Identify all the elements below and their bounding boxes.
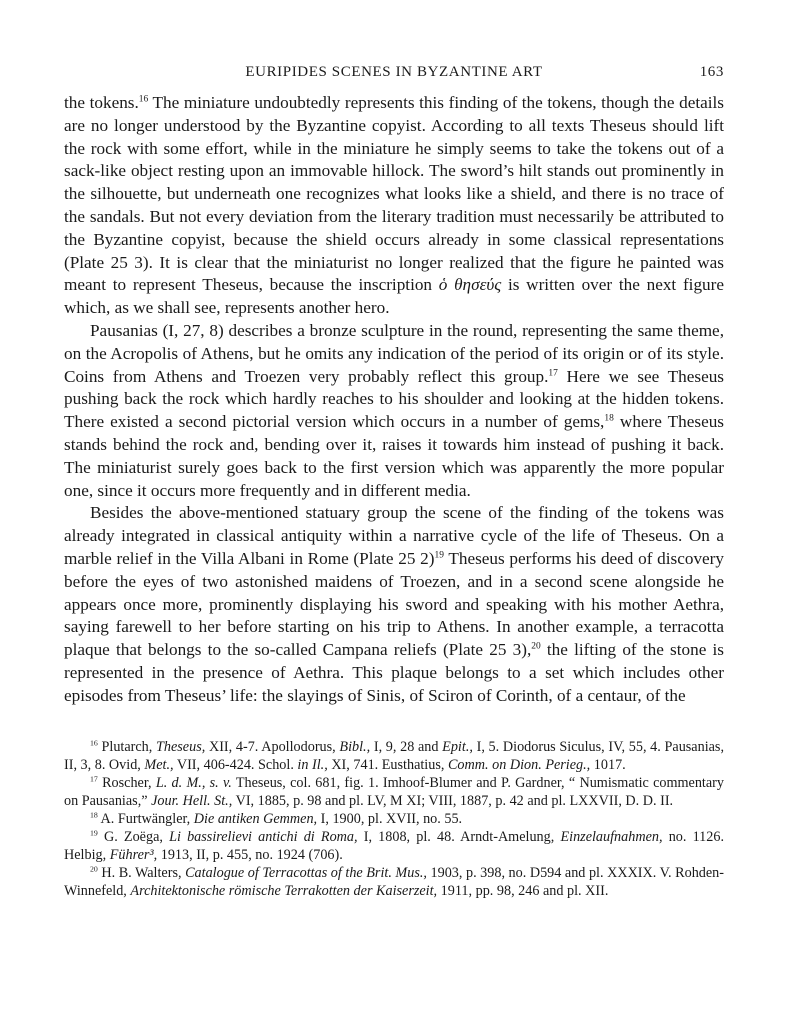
- footnote-marker: 16: [90, 737, 98, 747]
- text-run: I, 5. Diodorus Siculus, IV, 55, 4. Pausanias, II, 3, 8. Ovid,: [64, 738, 725, 773]
- text-run: I, 1900, pl. XVII, no. 55.: [317, 810, 463, 827]
- footnote-marker: 16: [138, 94, 149, 105]
- footnote-17: [64, 774, 724, 810]
- text-run: Theseus performs his deed of discovery before the eyes of two astonished maidens of Troezen, and in a second scene alongside he appears once more, prominently displaying his sword and speaking with his mother Aethra, saying farewell to her before starting on his trip to Athens. In another example, a terracotta plaque that belongs to the so-called Campana reliefs (Plate 25 3),: [64, 548, 724, 660]
- text-run: VI, 1885, p. 98 and pl. LV, M XI; VIII, 1887, p. 42 and pl. LXXVII, D. D. II.: [232, 792, 674, 809]
- text-run: no. 1126. Helbig,: [64, 828, 724, 863]
- text-run: 1911, pp. 98, 246 and pl. XII.: [437, 882, 609, 899]
- text-run: 1017.: [590, 756, 626, 773]
- text-run: is written over the next figure which, as we shall see, represents another hero.: [64, 275, 724, 318]
- footnote-marker: 17: [90, 773, 98, 783]
- body-text: [64, 92, 724, 708]
- footnote-marker: 18: [604, 413, 614, 424]
- text-run: Roscher,: [97, 774, 156, 791]
- text-run: G. Zoëga,: [97, 828, 170, 845]
- footnote-20: [64, 864, 724, 900]
- footnote-marker: 19: [434, 550, 444, 561]
- italic-text: Li bassirelievi antichi di Roma,: [169, 828, 358, 845]
- italic-text: ὁ θησεύς: [438, 275, 502, 295]
- text-run: the lifting of the stone is represented in the presence of Aethra. This plaque belongs to a set which includes other episodes from Theseus’ life: the slayings of Sinis, of Sciron of Corinth, of a centaur, of the: [64, 640, 724, 705]
- footnote-marker: 19: [90, 827, 98, 837]
- text-run: The miniature undoubtedly represents this finding of the tokens, though the details are no longer understood by the Byzantine copyist. According to all texts Theseus should lift the rock with some effort, while in the miniature he simply seems to take the tokens out of a sack-like object resting upon an immovable hillock. The sword’s hilt stands out prominently in the silhouette, but underneath one recognizes what looks like a shield, and there is no trace of the sandals. But not every deviation from the literary tradition must necessarily be attributed to the Byzantine copyist, because the shield occurs already in some classical representations (Plate 25 3). It is clear that the miniaturist no longer realized that the figure he painted was meant to represent Theseus, because the inscription: [64, 93, 724, 295]
- italic-text: Architektonische römische Terrakotten der Kaiserzeit,: [130, 882, 438, 899]
- italic-text: Die antiken Gemmen,: [193, 810, 318, 827]
- text-run: XII, 4-7. Apollodorus,: [205, 738, 340, 755]
- footnote-marker: 18: [90, 809, 98, 819]
- footnote-marker: 20: [531, 641, 541, 652]
- text-run: I, 9, 28 and: [370, 738, 443, 755]
- footnote-16: [64, 738, 724, 774]
- footnote-18: [64, 810, 724, 828]
- italic-text: Comm. on Dion. Perieg.,: [447, 756, 591, 773]
- italic-text: Theseus,: [156, 738, 206, 755]
- page: [64, 60, 724, 900]
- running-head: [64, 60, 724, 86]
- italic-text: Führer³,: [109, 846, 158, 863]
- paragraph-1: [64, 92, 724, 320]
- italic-text: Epit.,: [442, 738, 473, 755]
- italic-text: in Il.,: [297, 756, 328, 773]
- text-run: A. Furtwängler,: [97, 810, 194, 827]
- text-run: 1903, p. 398, no. D594 and pl. XXXIX. V. Rohden-Winnefeld,: [64, 864, 724, 899]
- italic-text: Einzelaufnahmen,: [560, 828, 663, 845]
- text-run: the tokens.: [64, 93, 139, 112]
- text-run: XI, 741. Eusthatius,: [327, 756, 448, 773]
- page-number: 163: [699, 64, 724, 80]
- text-run: Here we see Theseus pushing back the rock which hardly reaches to his shoulder and looking at the hidden tokens. There existed a second pictorial version which occurs in a number of gems,: [64, 366, 724, 432]
- footnote-19: [64, 828, 724, 864]
- text-run: VII, 406-424. Schol.: [173, 756, 298, 773]
- text-run: Pausanias (I, 27, 8) describes a bronze sculpture in the round, representing the same theme, on the Acropolis of Athens, but he omits any indication of the period of its origin or of its style. Coins from Athens and Troezen very probably reflect this group.: [64, 320, 724, 386]
- italic-text: Jour. Hell. St.,: [151, 792, 233, 809]
- footnote-marker: 20: [90, 863, 98, 873]
- paragraph-3: [64, 502, 724, 707]
- text-run: 1913, II, p. 455, no. 1924 (706).: [157, 846, 343, 863]
- text-run: I, 1808, pl. 48. Arndt-Amelung,: [357, 828, 561, 845]
- footnote-marker: 17: [548, 367, 558, 378]
- italic-text: Catalogue of Terracottas of the Brit. Mus.,: [185, 864, 427, 881]
- text-run: H. B. Walters,: [97, 864, 186, 881]
- text-run: where Theseus stands behind the rock and, bending over it, raises it towards him instead of pushing it back. The miniaturist surely goes back to the first version which was apparently the more popular one, since it occurs more frequently and in different media.: [64, 412, 724, 500]
- running-title: EURIPIDES SCENES IN BYZANTINE ART: [245, 64, 543, 80]
- italic-text: L. d. M., s. v.: [155, 774, 232, 791]
- text-run: Plutarch,: [97, 738, 156, 755]
- text-run: Theseus, col. 681, fig. 1. Imhoof-Blumer and P. Gardner, “ Numismatic commentary on Pausanias,”: [64, 774, 724, 809]
- text-run: Besides the above-mentioned statuary group the scene of the finding of the tokens was already integrated in classical antiquity within a narrative cycle of the life of Theseus. On a marble relief in the Villa Albani in Rome (Plate 25 2): [64, 503, 724, 568]
- paragraph-2: [64, 320, 724, 502]
- italic-text: Bibl.,: [339, 738, 371, 755]
- italic-text: Met.,: [144, 756, 174, 773]
- footnotes: [64, 738, 724, 900]
